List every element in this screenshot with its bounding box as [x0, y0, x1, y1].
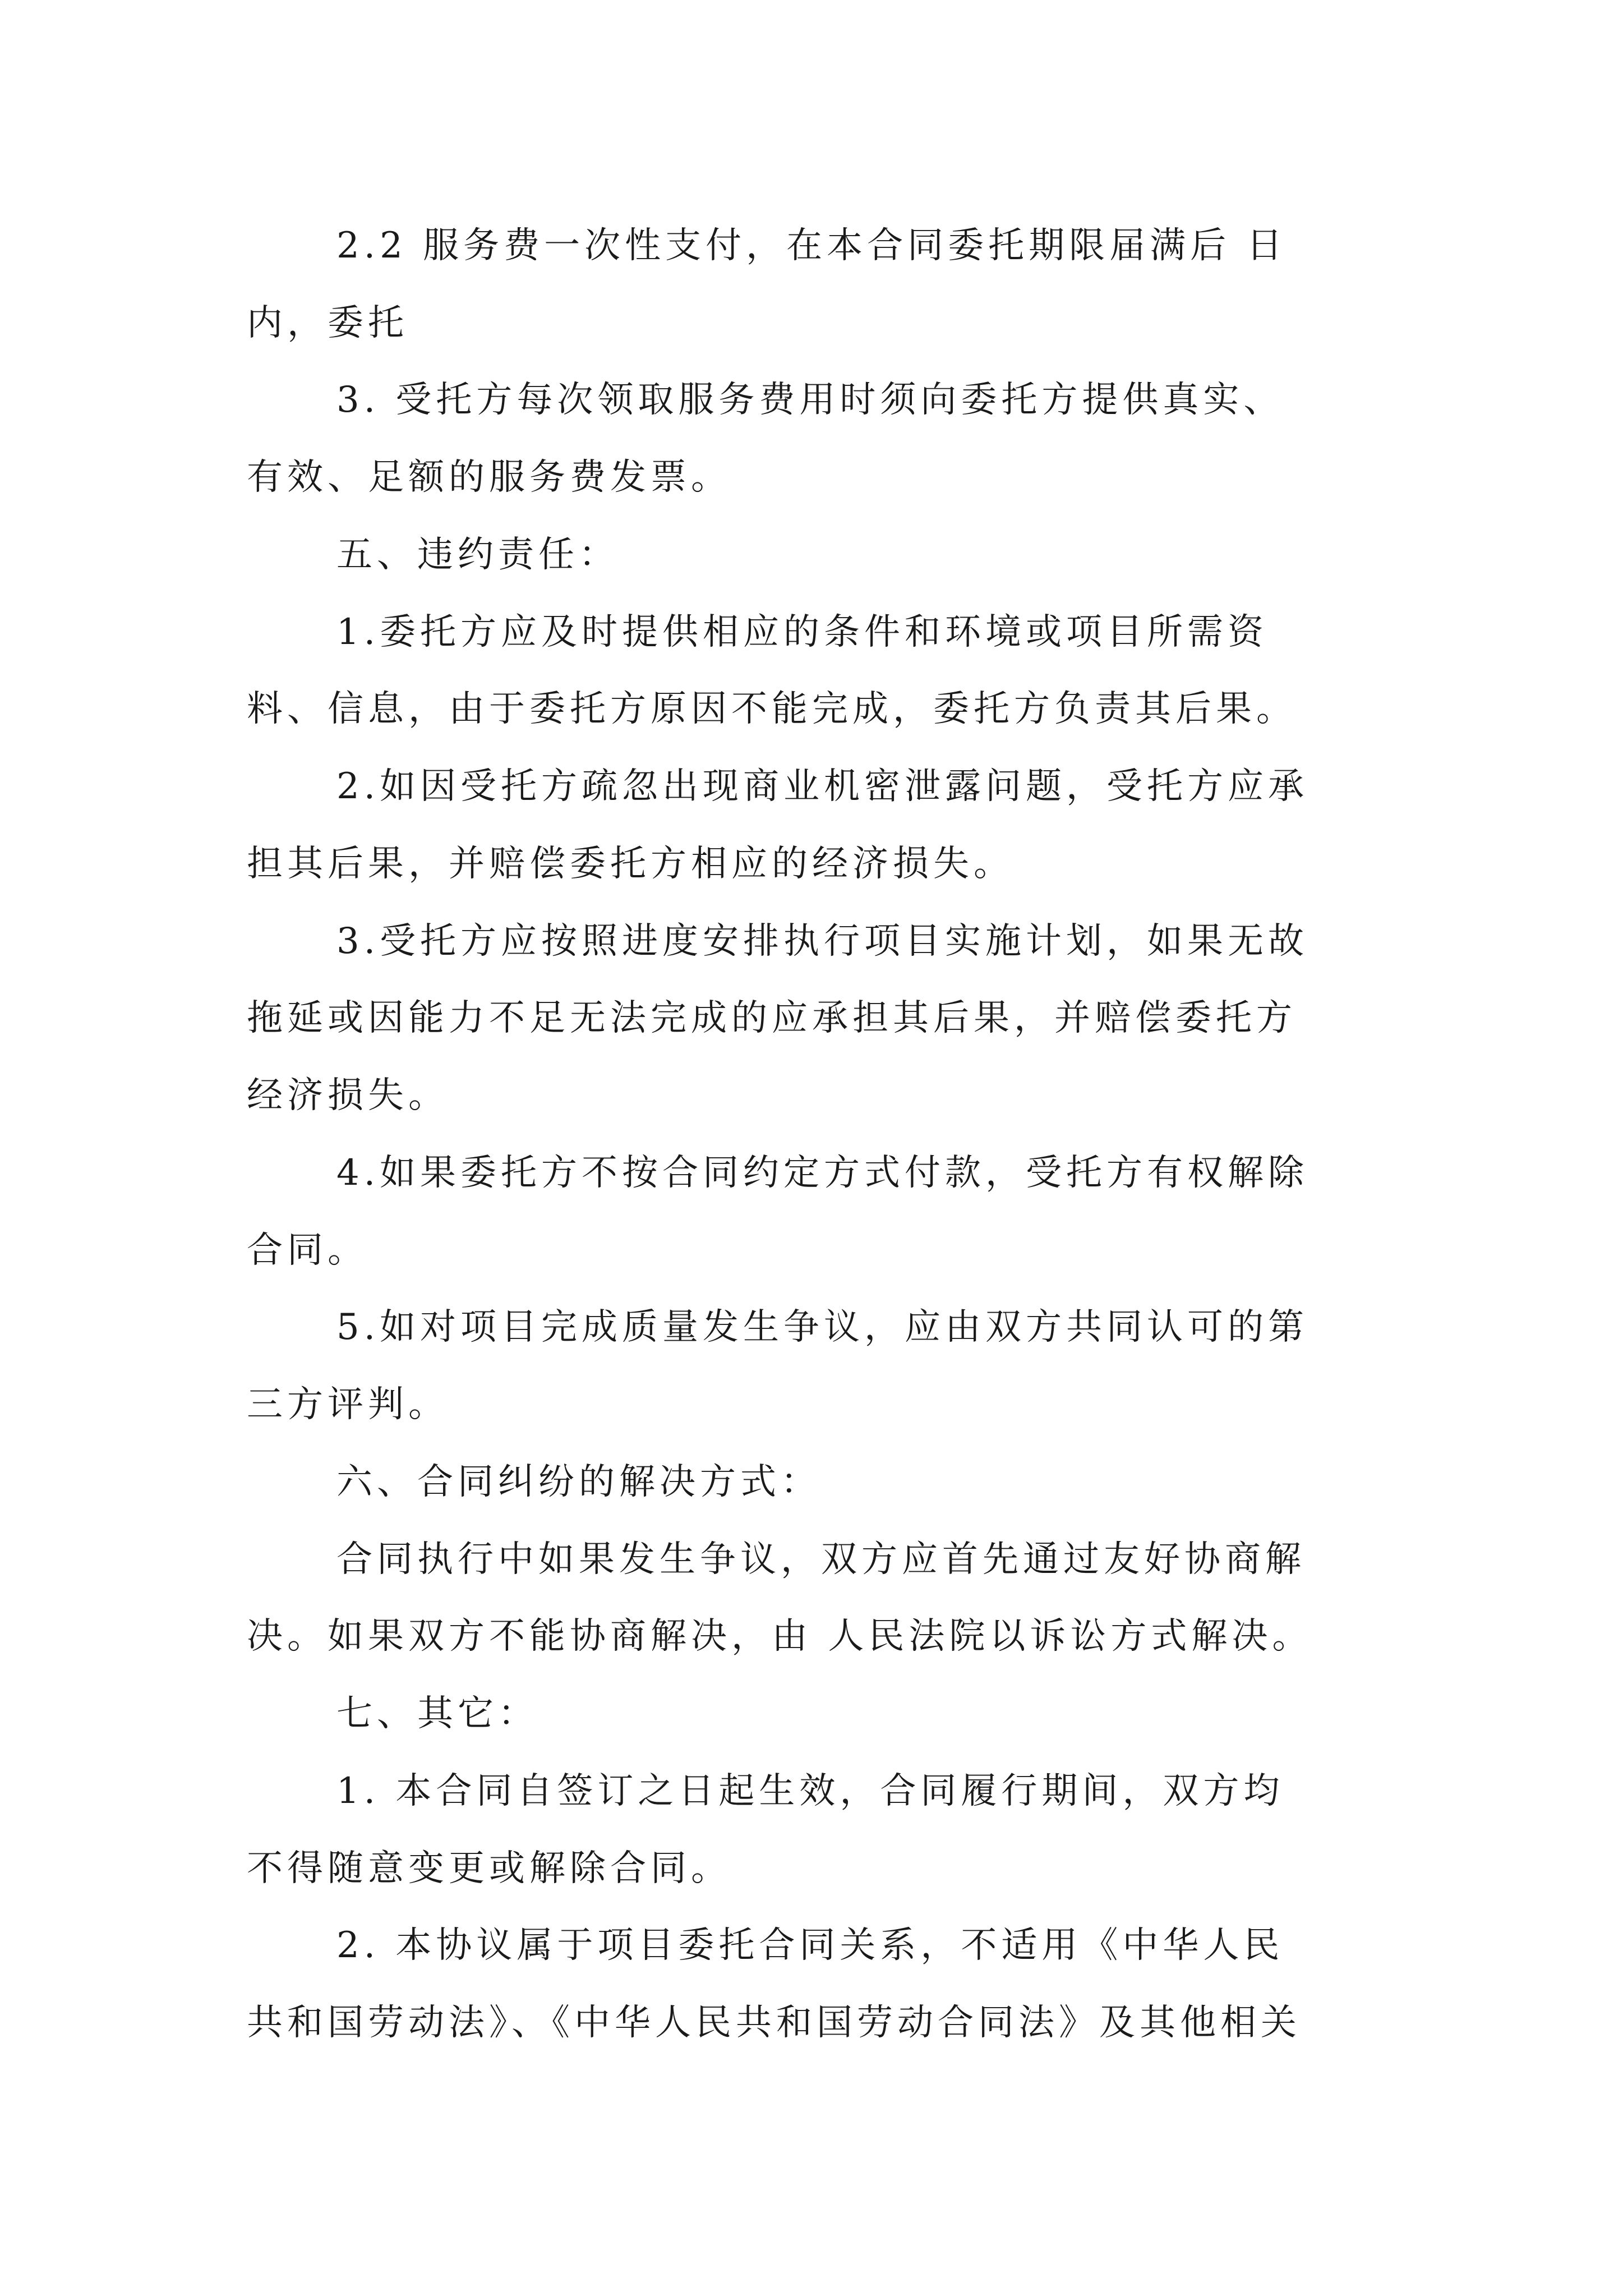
liability-5-line-2: 三方评判。 — [247, 1384, 449, 1425]
clause-2-2-line-2: 内，委托 — [247, 302, 408, 344]
section-6-heading: 六、合同纠纷的解决方式： — [336, 1461, 821, 1503]
other-2-line-1: 2. 本协议属于项目委托合同关系，不适用《中华人民 — [336, 1925, 1284, 1966]
liability-1-line-2: 料、信息，由于委托方原因不能完成，委托方负责其后果。 — [247, 688, 1297, 730]
liability-4-line-2: 合同。 — [247, 1230, 368, 1271]
liability-1-line-1: 1.委托方应及时提供相应的条件和环境或项目所需资 — [336, 611, 1269, 653]
liability-3-line-1: 3.受托方应按照进度安排执行项目实施计划，如果无故 — [336, 921, 1309, 962]
liability-5-line-1: 5.如对项目完成质量发生争议，应由双方共同认可的第 — [336, 1306, 1309, 1348]
liability-2-line-2: 担其后果，并赔偿委托方相应的经济损失。 — [247, 843, 1014, 885]
clause-3-line-1: 3. 受托方每次领取服务费用时须向委托方提供真实、 — [336, 379, 1284, 421]
clause-2-2-line-1: 2.2 服务费一次性支付，在本合同委托期限届满后 日 — [336, 225, 1287, 266]
liability-4-line-1: 4.如果委托方不按合同约定方式付款，受托方有权解除 — [336, 1152, 1309, 1194]
section-5-heading: 五、违约责任： — [336, 534, 619, 576]
other-1-line-2: 不得随意变更或解除合同。 — [247, 1848, 731, 1889]
section-7-heading: 七、其它： — [336, 1693, 538, 1734]
dispute-line-2: 决。如果双方不能协商解决，由 人民法院以诉讼方式解决。 — [247, 1616, 1313, 1657]
liability-3-line-2: 拖延或因能力不足无法完成的应承担其后果，并赔偿委托方 — [247, 997, 1297, 1039]
other-1-line-1: 1. 本合同自签订之日起生效，合同履行期间，双方均 — [336, 1770, 1284, 1812]
liability-2-line-1: 2.如因受托方疏忽出现商业机密泄露问题，受托方应承 — [336, 766, 1309, 807]
other-2-line-2: 共和国劳动法》、《中华人民共和国劳动合同法》及其他相关 — [247, 2002, 1301, 2044]
clause-3-line-2: 有效、足额的服务费发票。 — [247, 457, 731, 498]
dispute-line-1: 合同执行中如果发生争议，双方应首先通过友好协商解 — [336, 1539, 1306, 1580]
liability-3-line-3: 经济损失。 — [247, 1075, 449, 1116]
